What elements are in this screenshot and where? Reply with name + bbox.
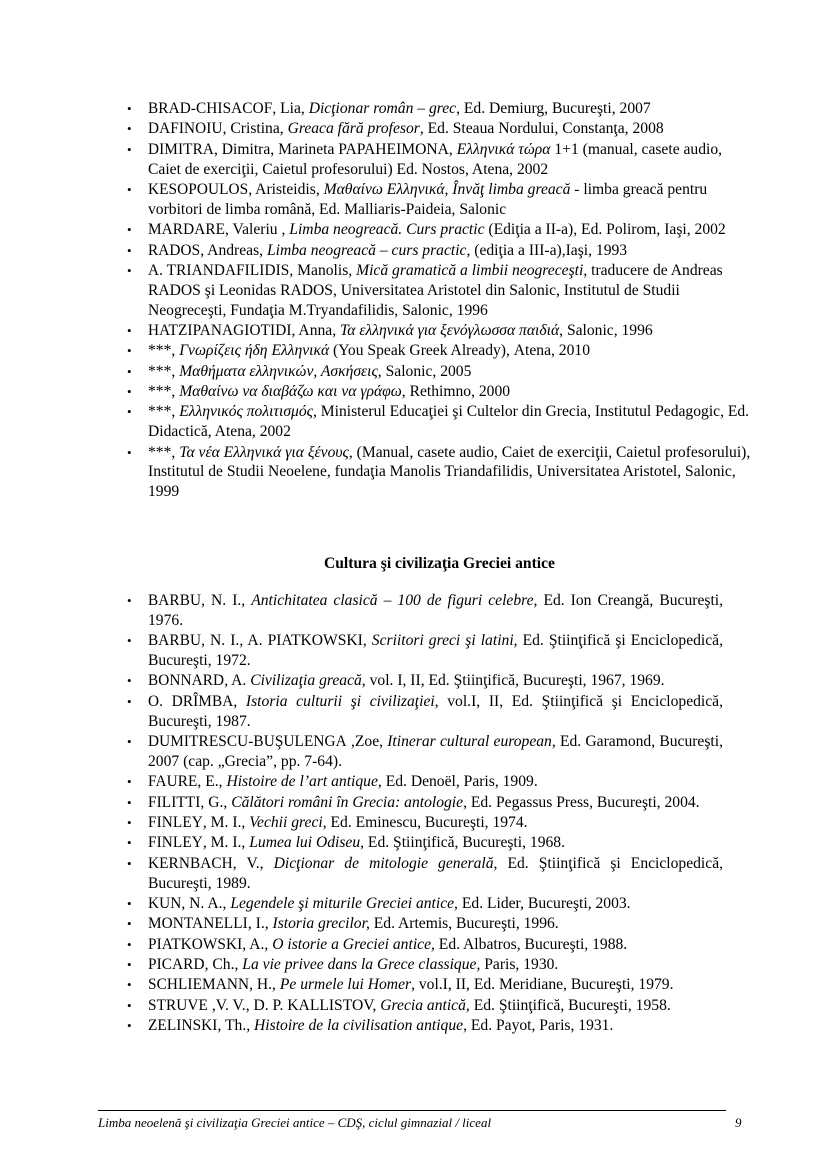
item-author-details: , A.	[224, 672, 251, 690]
bullet-icon: •	[127, 733, 132, 749]
item-author: BARBU	[148, 632, 202, 650]
item-author: MONTANELLI	[148, 915, 248, 933]
item-author: SCHLIEMANN	[148, 976, 250, 994]
bullet-icon: •	[127, 957, 132, 973]
bibliography-item	[127, 362, 753, 382]
bullet-icon: •	[127, 693, 132, 709]
item-author-details: ***,	[148, 383, 180, 401]
item-title: Antichitatea clasică – 100 de figuri celebre,	[251, 592, 538, 609]
item-publication-info: (You Speak Greek Already), Atena, 2010	[329, 342, 590, 360]
item-publication-info: - limba greacă pentru vorbitori de limba română, Ed. Malliaris-Paideia, Salonic	[148, 180, 708, 218]
item-title: Τα ελληνικά για ξενόγλωσσα παιδιά	[340, 321, 560, 339]
bullet-icon: •	[127, 384, 132, 400]
item-author: DUMITRESCU-BUŞULENGA	[148, 732, 347, 750]
item-title: Histoire de l’art antique	[226, 773, 378, 791]
item-author: RADOS	[148, 241, 201, 259]
bibliography-item	[127, 443, 753, 502]
bibliography-list-language	[127, 99, 753, 503]
item-publication-info: , (ediţia a III-a),Iaşi, 1993	[466, 241, 628, 259]
bibliography-item	[127, 772, 723, 792]
bibliography-item	[127, 813, 723, 833]
item-author: STRUVE	[148, 996, 208, 1014]
item-title: O istorie a Greciei antice,	[272, 935, 435, 953]
item-author-details: , A.,	[242, 935, 273, 953]
bullet-icon: •	[127, 593, 132, 608]
item-author-details: , Cristina,	[222, 120, 288, 138]
bullet-icon: •	[127, 141, 132, 157]
item-author-details: ***,	[148, 362, 180, 380]
item-publication-info: , vol.I, II, Ed. Meridiane, Bucureşti, 1979.	[411, 976, 674, 994]
bibliography-item	[127, 833, 723, 853]
item-title: Vechii greci	[249, 813, 323, 831]
item-author-details: , Aristeidis,	[248, 180, 324, 198]
item-author-details: , H.,	[249, 976, 280, 994]
item-author: BRAD-CHISACOF	[148, 100, 273, 117]
item-publication-info: , Ed. Ştiinţifică, Bucureşti, 1958.	[465, 996, 671, 1014]
item-author-details: , N. I.,	[201, 592, 252, 609]
item-publication-info: , Ed. Payot, Paris, 1931.	[463, 1017, 614, 1035]
bullet-icon: •	[127, 242, 132, 258]
item-title: Limba neogreacă. Curs practic	[289, 221, 485, 239]
item-title: Mică gramatică a limbii neogreceşti	[356, 261, 584, 279]
bibliography-item	[127, 402, 753, 442]
item-author: DAFINOIU	[148, 120, 223, 138]
item-author: PIATKOWSKI	[148, 935, 243, 953]
item-publication-info: , Ed. Ştiinţifică şi Enciclopedică, Bucureşti, 1989.	[148, 854, 724, 892]
section-title: Cultura şi civilizaţia Greciei antice	[324, 555, 555, 572]
item-publication-info: , (Manual, casete audio, Caiet de exerciţii, Caietul profesorului), Institutul de Studii Neoelene, fundaţia Manolis Triandafilidis, Universitatea Aristotel, Salonic, 1999	[148, 443, 751, 501]
item-publication-info: , Salonic, 1996	[559, 321, 653, 339]
bibliography-item	[127, 996, 723, 1016]
item-author-details: , Valeriu ,	[225, 221, 290, 239]
bibliography-item	[127, 241, 753, 261]
bullet-icon: •	[127, 895, 132, 911]
item-author: FILITTI	[148, 793, 201, 811]
item-author: BONNARD	[148, 672, 225, 690]
bibliography-item	[127, 1016, 723, 1036]
bibliography-item	[127, 975, 723, 995]
bullet-icon: •	[127, 997, 132, 1013]
item-title: Civilizaţia greacă	[250, 672, 362, 690]
item-author-details: , Ch.,	[204, 956, 243, 974]
item-author: O. DRÎMBA	[148, 692, 234, 710]
item-author: FINLEY	[148, 813, 203, 831]
item-title: La vie privee dans la Grece classique	[242, 956, 477, 974]
item-author-details: , E.,	[197, 773, 227, 791]
item-author-details: ***,	[148, 443, 180, 461]
item-publication-info: , Ed. Ştiinţifică, Bucureşti, 1968.	[360, 834, 565, 852]
bibliography-item	[127, 180, 753, 220]
bibliography-item	[127, 140, 753, 180]
bibliography-item	[127, 894, 723, 914]
item-publication-info: , Ed. Eminescu, Bucureşti, 1974.	[322, 813, 528, 831]
bullet-icon: •	[127, 673, 132, 689]
bullet-icon: •	[127, 835, 132, 851]
item-publication-info: , Paris, 1930.	[476, 956, 559, 974]
item-publication-info: , Ed. Pegassus Press, Bucureşti, 2004.	[463, 793, 700, 811]
bullet-icon: •	[127, 633, 132, 649]
bullet-icon: •	[127, 977, 132, 993]
item-publication-info: , Ed. Demiurg, Bucureşti, 2007	[456, 100, 651, 117]
item-publication-info: , vol. I, II, Ed. Ştiinţifică, Bucureşti, 1967, 1969.	[361, 672, 665, 690]
bullet-icon: •	[127, 343, 132, 359]
item-publication-info: Ministerul Educaţiei şi Cultelor din Grecia, Institutul Pedagogic, Ed. Didactică, Atena, 2002	[148, 403, 750, 441]
item-title: Ελληνικά τώρα	[456, 140, 551, 158]
item-author-details: , G.,	[200, 793, 232, 811]
item-author-details: , V.,	[232, 854, 274, 872]
bullet-icon: •	[127, 363, 132, 379]
bibliography-item	[127, 99, 753, 119]
item-author-details: , M. I.,	[202, 813, 250, 831]
item-author-details: , Andreas,	[200, 241, 267, 259]
item-author-details: , I.,	[247, 915, 273, 933]
item-author: BARBU	[148, 592, 202, 609]
item-author-details: ,Zoe,	[346, 732, 388, 750]
bullet-icon: •	[127, 794, 132, 810]
item-title: Ελληνικός πολιτισμός,	[179, 403, 317, 421]
item-author-details: ***,	[148, 403, 180, 421]
item-author-details: ,	[233, 692, 246, 710]
bibliography-item	[127, 955, 723, 975]
item-title: Τα νέα Ελληνικά για ξένους	[179, 443, 349, 461]
bullet-icon: •	[127, 322, 132, 338]
item-title: Μαθήματα ελληνικών, Ασκήσεις,	[179, 362, 382, 380]
item-publication-info: Ed. Artemis, Bucureşti, 1996.	[369, 915, 559, 933]
item-author-details: , N. I., A. PIATKOWSKI,	[201, 632, 372, 650]
item-author: PICARD	[148, 956, 205, 974]
item-publication-info: Ed. Ion Creangă, Bucureşti, 1976.	[148, 592, 724, 629]
item-publication-info: Ed. Albatros, Bucureşti, 1988.	[434, 935, 628, 953]
bullet-icon: •	[127, 774, 132, 790]
item-author-details: , Anna,	[291, 321, 341, 339]
item-title: , Histoire de la civilisation antique	[246, 1017, 464, 1035]
item-author: A. TRIANDAFILIDIS	[148, 261, 290, 279]
bibliography-list-culture	[127, 591, 724, 1037]
item-publication-info: , traducere de Andreas RADOS şi Leonidas RADOS, Universitatea Aristotel din Salonic, Institutul de Studii Neogreceşti, Fundaţia M.Tryandafilidis, Salonic, 1996	[148, 261, 723, 319]
bibliography-item	[127, 692, 724, 732]
item-author: DIMITRA	[148, 140, 214, 158]
item-author: FINLEY	[148, 834, 203, 852]
item-author-details: , N. A.,	[181, 894, 231, 912]
item-title: Dicţionar român – grec	[308, 100, 457, 117]
bullet-icon: •	[127, 404, 132, 420]
item-publication-info: 1+1 (manual, casete audio, Caiet de exerciţii, Caietul profesorului) Ed. Nostos, Atena, 2002	[148, 140, 723, 178]
bibliography-item	[127, 220, 753, 240]
item-author-details: , Lia,	[272, 100, 309, 117]
bibliography-item	[127, 382, 753, 402]
item-title: Μαθαίνω Ελληνικά, Învăţ limba greacă	[323, 180, 571, 198]
item-author: KESOPOULOS	[148, 180, 249, 198]
item-title: Grecia antică	[380, 996, 466, 1014]
item-title: Μαθαίνω να διαβάζω και να γράφω	[179, 383, 402, 401]
page-number: 9	[735, 1115, 742, 1130]
item-title: Greaca fără profesor	[287, 120, 420, 138]
item-author: HATZIPANAGIOTIDI	[148, 321, 292, 339]
bibliography-item	[127, 854, 724, 894]
item-title: Γνωρίζεις ήδη Ελληνικά	[179, 342, 330, 360]
bibliography-item	[127, 793, 723, 813]
item-title: Itinerar cultural european	[387, 732, 552, 750]
bibliography-item	[127, 119, 753, 139]
bullet-icon: •	[127, 101, 132, 116]
item-publication-info: , Rethimno, 2000	[401, 383, 511, 401]
bullet-icon: •	[127, 855, 132, 871]
bibliography-item	[127, 671, 723, 691]
bibliography-item	[127, 935, 723, 955]
bullet-icon: •	[127, 916, 132, 932]
bullet-icon: •	[127, 222, 132, 238]
item-title: Scriitori greci şi latini	[371, 632, 514, 650]
item-author: MARDARE	[148, 221, 226, 239]
bibliography-item	[127, 341, 753, 361]
item-author-details: , Dimitra, Marineta PAPAHEIMONA,	[214, 140, 457, 158]
item-publication-info: , Ed. Denoël, Paris, 1909.	[377, 773, 538, 791]
item-publication-info: , vol.I, II, Ed. Ştiinţifică şi Enciclopedică, Bucureşti, 1987.	[148, 692, 724, 730]
item-title: Pe urmele lui Homer	[279, 976, 412, 994]
bullet-icon: •	[127, 121, 132, 137]
item-author: ZELINSKI	[148, 1017, 218, 1035]
bullet-icon: •	[127, 181, 132, 197]
item-title: Legendele şi miturile Greciei antice,	[230, 894, 458, 912]
bibliography-item	[127, 631, 724, 671]
item-publication-info: Ed. Lider, Bucureşti, 2003.	[457, 894, 631, 912]
bibliography-item	[127, 321, 753, 341]
item-title: Istoria grecilor,	[272, 915, 370, 933]
item-author-details: , Th.	[217, 1017, 247, 1035]
footer-text: Limba neoelenă şi civilizaţia Greciei antice – CDŞ, ciclul gimnazial / liceal	[98, 1115, 492, 1130]
item-publication-info: (Ediţia a II-a), Ed. Polirom, Iaşi, 2002	[484, 221, 726, 239]
item-title: Dicţionar de mitologie generală	[273, 854, 494, 872]
item-author-details: , Manolis,	[289, 261, 357, 279]
bullet-icon: •	[127, 444, 132, 460]
bibliography-item	[127, 591, 724, 631]
item-publication-info: , Ed. Garamond, Bucureşti, 2007 (cap. „Grecia”, pp. 7-64).	[148, 732, 723, 770]
item-author-details: ***,	[148, 342, 180, 360]
item-title: Lumea lui Odiseu	[249, 834, 361, 852]
bibliography-item	[127, 732, 723, 772]
item-title: Limba neogreacă – curs practic	[266, 241, 467, 259]
item-publication-info: , Ed. Steaua Nordului, Constanţa, 2008	[419, 120, 664, 138]
bullet-icon: •	[127, 814, 132, 830]
bibliography-item	[127, 914, 723, 934]
item-author: FAURE	[148, 773, 198, 791]
item-title: Istoria culturii şi civilizaţiei	[245, 692, 435, 710]
item-publication-info: Salonic, 2005	[381, 362, 472, 380]
item-author: KERNBACH	[148, 854, 233, 872]
bullet-icon: •	[127, 1018, 132, 1034]
item-author-details: ,V. V., D. P. KALLISTOV,	[207, 996, 381, 1014]
bullet-icon: •	[127, 262, 132, 278]
item-author-details: , M. I.,	[202, 834, 250, 852]
item-title: Călători români în Grecia: antologie	[231, 793, 464, 811]
item-author: KUN	[148, 894, 182, 912]
footer-divider	[98, 1110, 726, 1111]
bullet-icon: •	[127, 936, 132, 952]
bibliography-item	[127, 261, 753, 320]
item-publication-info: , Ed. Ştiinţifică şi Enciclopedică, Bucureşti, 1972.	[148, 632, 724, 669]
